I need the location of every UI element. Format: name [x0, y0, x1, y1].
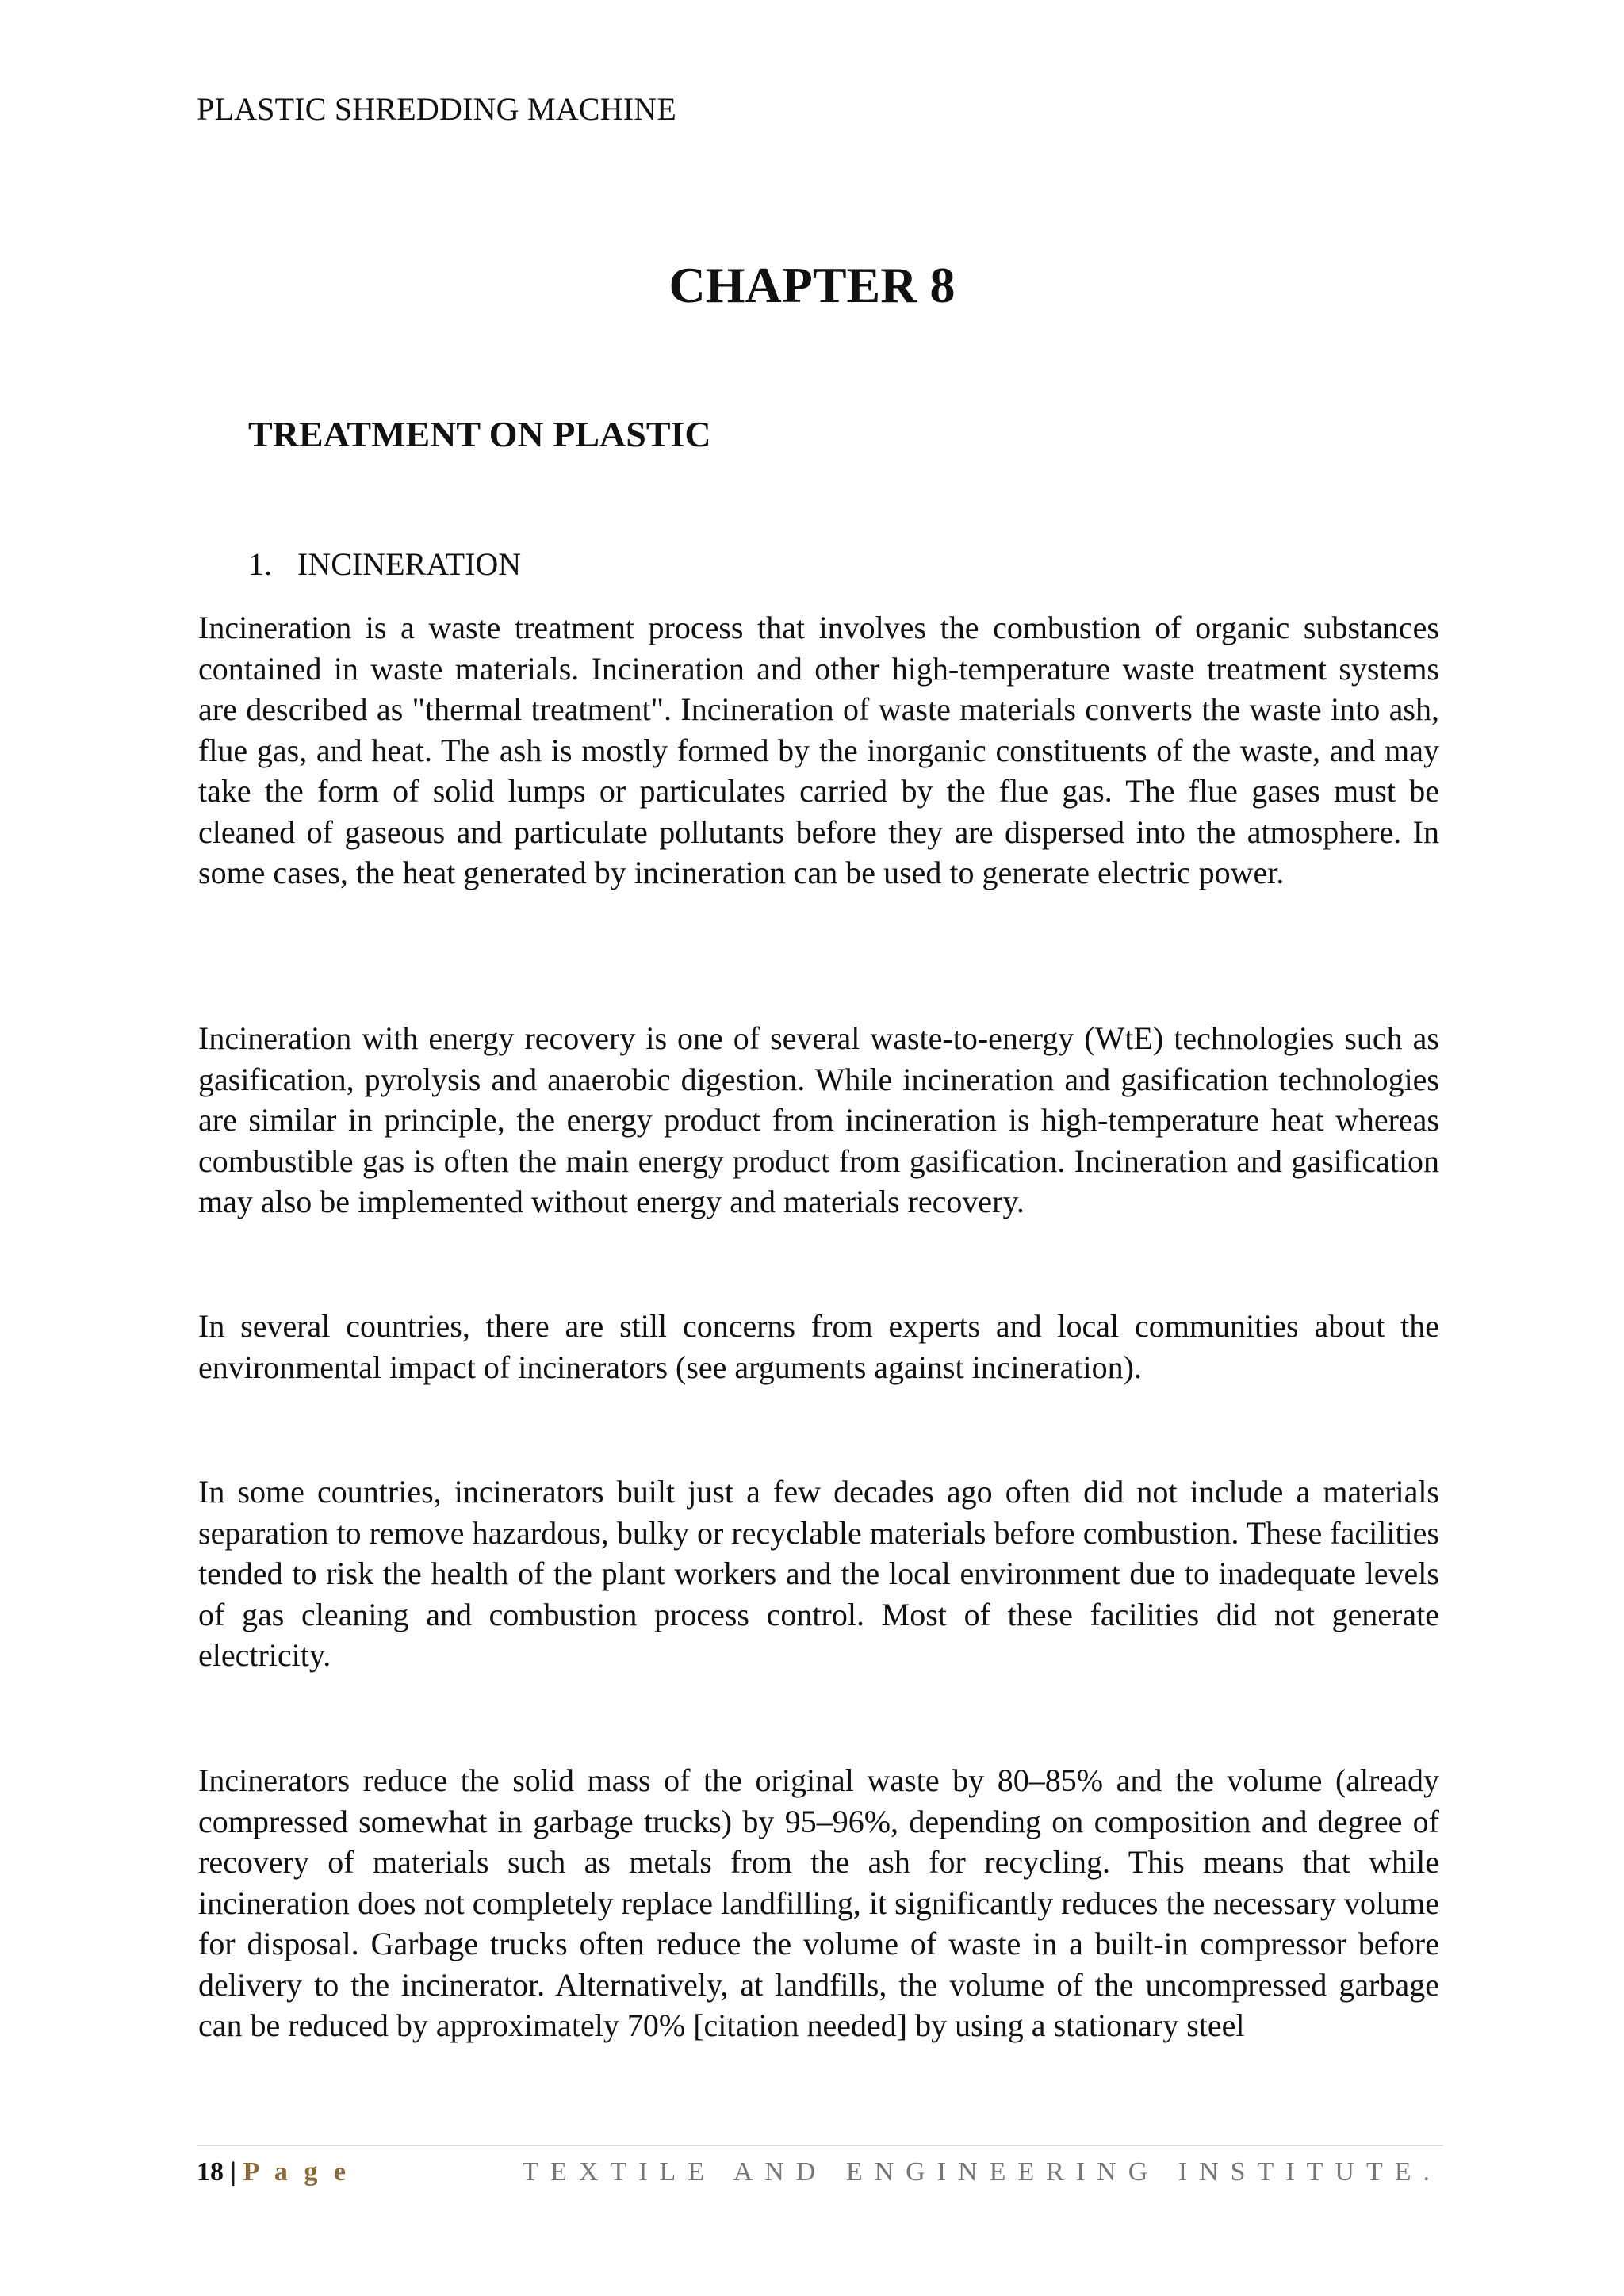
section-title: TREATMENT ON PLASTIC [248, 414, 711, 454]
body-paragraph: Incinerators reduce the solid mass of the original waste by 80–85% and the volume (already compressed somewhat in garbage trucks) by 95–96%, depending on composition and degree of recovery of materials such as metals from the ash for recycling. This means that while incineration does not completely replace landfilling, it significantly reduces the necessary volume for disposal. Garbage trucks often reduce the volume of waste in a built-in compressor before delivery to the incinerator. Alternatively, at landfills, the volume of the uncompressed garbage can be reduced by approximately 70% [citation needed] by using a stationary steel [198, 1762, 1439, 2043]
page-number: 18 [197, 2157, 224, 2187]
footer-page-info [197, 2159, 350, 2186]
running-header: PLASTIC SHREDDING MACHINE [197, 91, 677, 127]
list-number: 1. [248, 546, 272, 582]
list-heading-text: INCINERATION [297, 546, 522, 582]
page-separator: | [230, 2157, 236, 2187]
body-paragraph: Incineration is a waste treatment process that involves the combustion of organic substances contained in waste materials. Incineration and other high-temperature waste treatment systems are described as "thermal treatment". Incineration of waste materials converts the waste into ash, flue gas, and heat. The ash is mostly formed by the inorganic constituents of the waste, and may take the form of solid lumps or particulates carried by the flue gas. The flue gases must be cleaned of gaseous and particulate pollutants before they are dispersed into the atmosphere. In some cases, the heat generated by incineration can be used to generate electric power. [198, 610, 1439, 890]
body-paragraph: Incineration with energy recovery is one of several waste-to-energy (WtE) technologies such as gasification, pyrolysis and anaerobic digestion. While incineration and gasification technologies are similar in principle, the energy product from incineration is high-temperature heat whereas combustible gas is often the main energy product from gasification. Incineration and gasification may also be implemented without energy and materials recovery. [198, 1020, 1439, 1219]
page-label: P a g e [243, 2157, 350, 2187]
footer-institute: TEXTILE AND ENGINEERING INSTITUTE. [522, 2157, 1442, 2187]
chapter-title: CHAPTER 8 [668, 257, 956, 313]
body-paragraph: In several countries, there are still concerns from experts and local communities about the environmental impact of incinerators (see arguments against incineration). [198, 1308, 1439, 1385]
footer-divider [197, 2145, 1443, 2146]
body-paragraph: In some countries, incinerators built just a few decades ago often did not include a materials separation to remove hazardous, bulky or recyclable materials before combustion. These facilities tended to risk the health of the plant workers and the local environment due to inadequate levels of gas cleaning and combustion process control. Most of these facilities did not generate electricity. [198, 1474, 1439, 1673]
list-heading [248, 546, 522, 582]
